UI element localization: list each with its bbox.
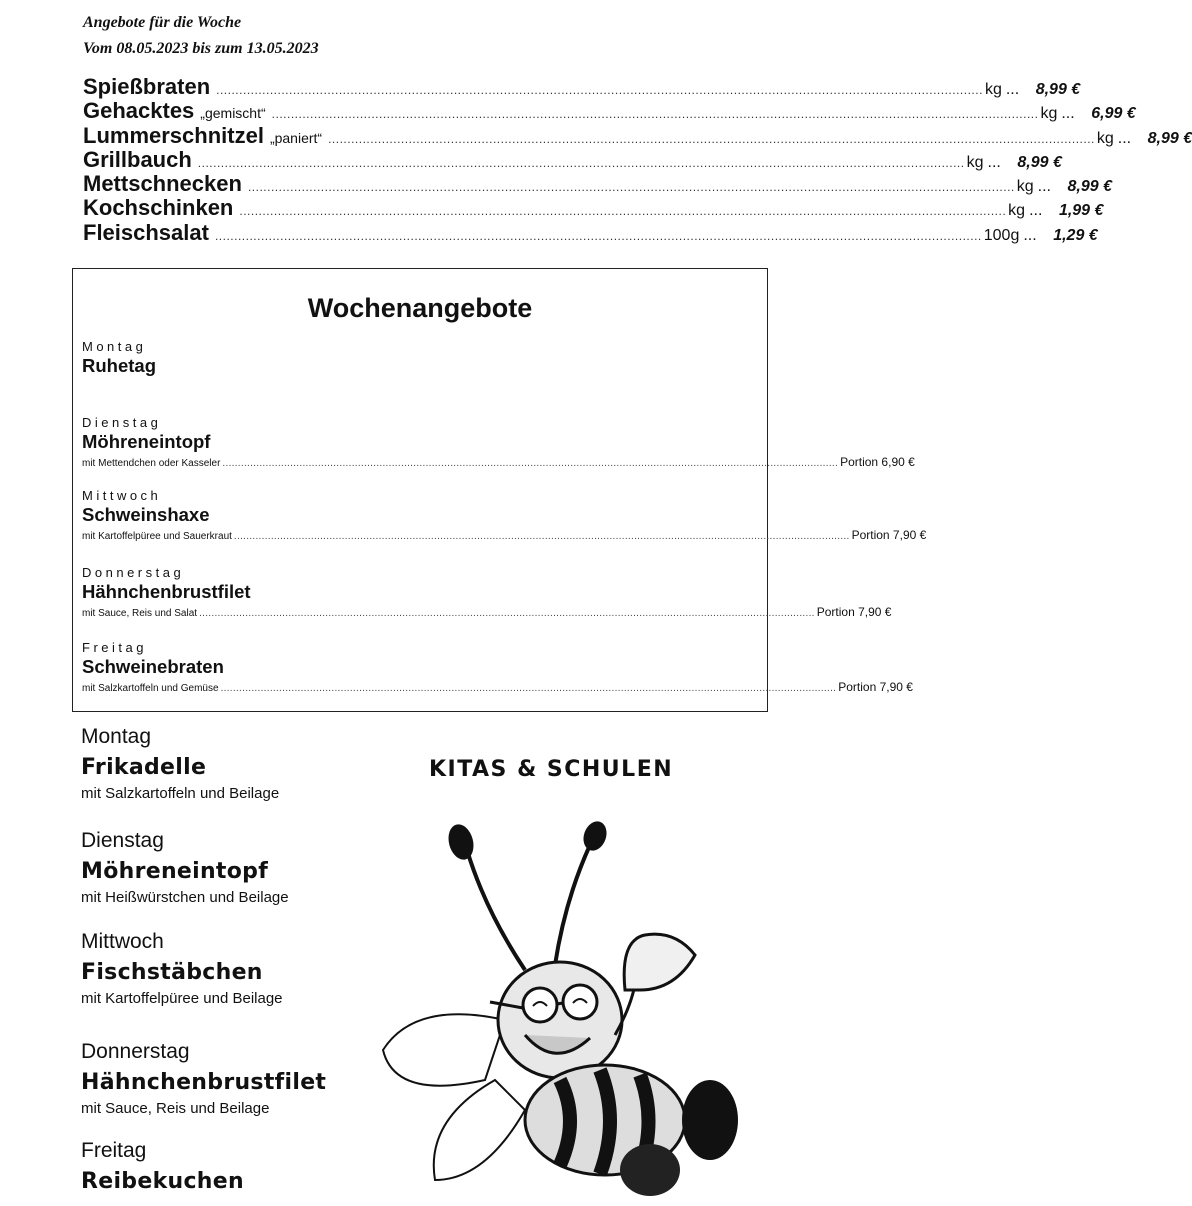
- product-name: Spießbraten: [83, 74, 211, 99]
- product-unit: kg: [1008, 202, 1026, 220]
- product-unit: kg: [1040, 105, 1058, 123]
- dot-leader: ........................................................................................................................................................................................................: [328, 131, 1095, 146]
- dot-leader: ........................................................................................................................................................................................................: [222, 458, 839, 469]
- bee-mascot-icon: [375, 820, 745, 1206]
- price-row: [83, 146, 1062, 172]
- offer-date-range: Vom 08.05.2023 bis zum 13.05.2023: [83, 40, 319, 57]
- dish-name: Schweinshaxe: [82, 504, 210, 525]
- dish-name: Fischstäbchen: [81, 960, 263, 985]
- dish-description: mit Heißwürstchen und Beilage: [81, 889, 289, 906]
- dish-description: mit Kartoffelpüree und Sauerkraut: [82, 531, 232, 542]
- weekly-day-entry: [82, 488, 927, 542]
- product-name: Gehacktes: [83, 98, 195, 124]
- product-price: 6,99 €: [1091, 105, 1136, 123]
- dot-leader: ........................................................................................................................................................................................................: [220, 683, 837, 694]
- unit-ellipsis: ...: [1037, 178, 1051, 196]
- product-price: 8,99 €: [1067, 178, 1112, 196]
- dish-name: Schweinebraten: [82, 656, 224, 677]
- product-name: Mettschnecken: [83, 171, 242, 197]
- weekly-day-entry: [82, 640, 913, 694]
- weekly-day-entry: [82, 565, 892, 619]
- dish-description: mit Salzkartoffeln und Beilage: [81, 785, 280, 802]
- product-name: Fleischsalat: [83, 219, 209, 245]
- dish-detail-line: [82, 680, 913, 694]
- weekday-label: Dienstag: [82, 415, 162, 430]
- weekday-label: Montag: [81, 725, 152, 748]
- product-price: 1,29 €: [1053, 226, 1098, 244]
- dish-name: Hähnchenbrustfilet: [82, 581, 251, 602]
- portion-price: Portion 7,90 €: [851, 528, 927, 542]
- dish-description: mit Mettendchen oder Kasseler: [82, 458, 221, 469]
- kitas-day-entry: [81, 829, 289, 906]
- dot-leader: ........................................................................................................................................................................................................: [233, 531, 850, 542]
- dish-name: Hähnchenbrustfilet: [81, 1070, 327, 1095]
- product-note: „gemischt“: [200, 105, 266, 122]
- weekday-label: Freitag: [81, 1139, 147, 1162]
- dish-detail-line: [82, 528, 927, 542]
- weekly-offers-title: Wochenangebote: [307, 293, 533, 323]
- product-unit: kg: [1016, 178, 1034, 196]
- dish-description: mit Kartoffelpüree und Beilage: [81, 990, 283, 1007]
- weekday-label: Dienstag: [81, 829, 164, 852]
- kitas-schulen-title: KITAS & SCHULEN: [429, 757, 674, 782]
- dish-description: mit Sauce, Reis und Beilage: [81, 1100, 270, 1117]
- price-row: [83, 122, 1192, 148]
- portion-price: Portion 7,90 €: [816, 605, 892, 619]
- kitas-day-entry: [81, 1139, 244, 1194]
- product-unit: kg: [1096, 129, 1114, 147]
- weekday-label: Donnerstag: [81, 1040, 190, 1063]
- dot-leader: ........................................................................................................................................................................................................: [199, 608, 815, 619]
- dot-leader: ........................................................................................................................................................................................................: [271, 107, 1039, 122]
- dish-name: Möhreneintopf: [82, 431, 211, 452]
- offer-heading: Angebote für die Woche: [83, 14, 242, 31]
- kitas-day-entry: [81, 725, 279, 802]
- unit-ellipsis: ...: [1023, 226, 1037, 244]
- product-unit: kg: [966, 153, 984, 171]
- dish-name: Frikadelle: [81, 755, 207, 780]
- unit-ellipsis: ...: [1117, 129, 1132, 147]
- dot-leader: ........................................................................................................................................................................................................: [247, 180, 1015, 195]
- unit-ellipsis: ...: [1029, 202, 1043, 220]
- weekday-label: Freitag: [82, 640, 147, 655]
- weekly-offers-box: [72, 268, 927, 712]
- dot-leader: ........................................................................................................................................................................................................: [197, 155, 965, 170]
- product-price: 8,99 €: [1147, 129, 1192, 147]
- dot-leader: ........................................................................................................................................................................................................: [216, 83, 983, 97]
- product-price: 8,99 €: [1017, 153, 1062, 171]
- price-row: [83, 98, 1136, 124]
- dish-name: Möhreneintopf: [81, 859, 269, 884]
- dot-leader: ........................................................................................................................................................................................................: [214, 228, 982, 243]
- price-list: [83, 74, 1192, 245]
- dish-description: mit Salzkartoffeln und Gemüse: [82, 683, 219, 694]
- price-row: [83, 74, 1081, 99]
- weekday-label: Montag: [82, 339, 147, 354]
- portion-price: Portion 7,90 €: [838, 680, 913, 694]
- unit-ellipsis: ...: [1005, 81, 1020, 98]
- product-price: 1,99 €: [1058, 202, 1104, 220]
- price-row: [83, 219, 1098, 245]
- dish-detail-line: [82, 605, 892, 619]
- dish-name: Ruhetag: [82, 355, 156, 376]
- product-note: „paniert“: [269, 129, 323, 146]
- product-name: Kochschinken: [83, 195, 234, 221]
- dish-name: Reibekuchen: [81, 1169, 244, 1194]
- product-unit: 100g: [983, 226, 1020, 244]
- unit-ellipsis: ...: [1061, 105, 1075, 123]
- dish-description: mit Sauce, Reis und Salat: [82, 608, 198, 619]
- weekday-label: Mittwoch: [81, 930, 164, 953]
- weekday-label: Donnerstag: [82, 565, 185, 580]
- price-row: [83, 171, 1112, 197]
- weekday-label: Mittwoch: [82, 488, 162, 503]
- product-name: Lummerschnitzel: [83, 122, 264, 148]
- unit-ellipsis: ...: [987, 153, 1001, 171]
- product-price: 8,99 €: [1035, 81, 1081, 98]
- weekly-day-entry: [82, 339, 757, 377]
- kitas-day-entry: [81, 1040, 326, 1117]
- product-unit: kg: [984, 81, 1002, 98]
- portion-price: Portion 6,90 €: [840, 455, 915, 469]
- price-row: [83, 195, 1104, 221]
- dish-detail-line: [82, 455, 915, 469]
- dot-leader: ........................................................................................................................................................................................................: [239, 204, 1007, 219]
- kitas-day-entry: [81, 930, 283, 1007]
- weekly-day-entry: [82, 415, 915, 469]
- product-name: Grillbauch: [83, 146, 192, 172]
